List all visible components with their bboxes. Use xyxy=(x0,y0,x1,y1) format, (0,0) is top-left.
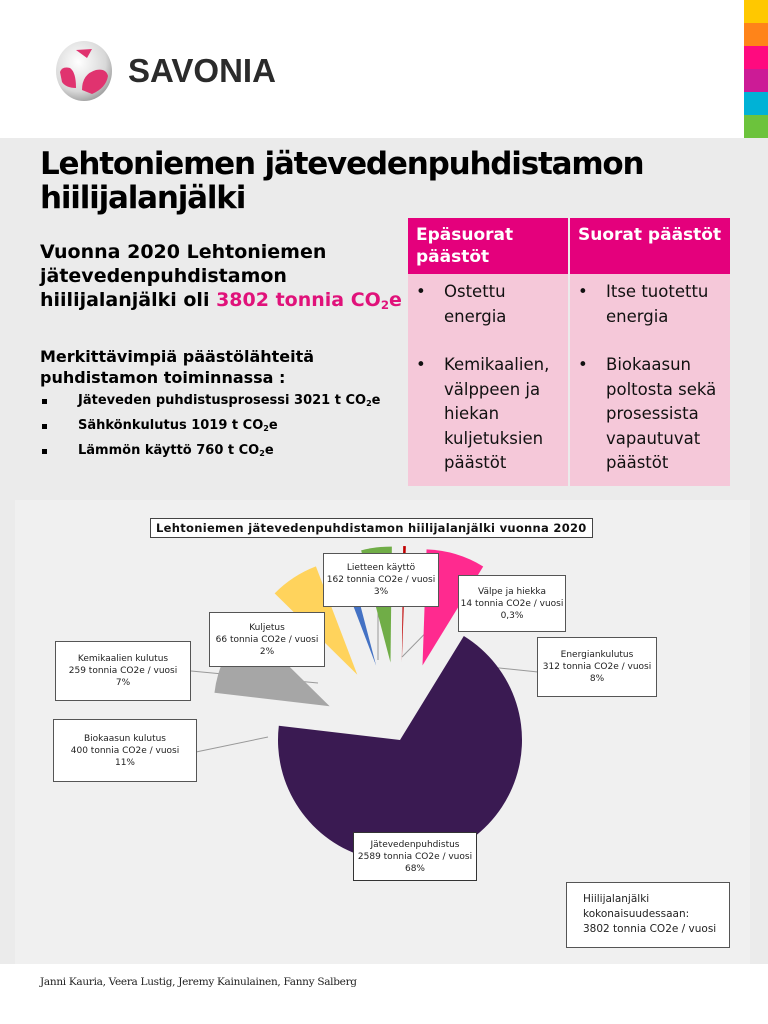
table-item: • Biokaasun poltosta sekä prosessista vapautuvat päästöt xyxy=(578,353,724,476)
label-name: Energiankulutus xyxy=(560,650,634,660)
label-percent: 11% xyxy=(114,757,135,768)
total-footprint-box xyxy=(566,882,730,948)
label-value: 400 tonnia CO2e / vuosi xyxy=(70,745,180,756)
page-title: Lehtoniemen jätevedenpuhdistamon hiilijalanjälki xyxy=(40,146,644,216)
label-lietteen-kaytto xyxy=(323,553,439,607)
label-value: 312 tonnia CO2e / vuosi xyxy=(542,662,652,672)
suffix: e xyxy=(371,393,381,408)
total-line-2: kokonaisuudessaan: xyxy=(583,908,690,920)
label-name: Kemikaalien kulutus xyxy=(77,654,169,664)
table-header: Suorat päästöt xyxy=(570,218,730,274)
label-percent: 2% xyxy=(259,646,275,657)
summary-intro: Vuonna 2020 Lehtoniemen jätevedenpuhdistamon hiilijalanjälki oli xyxy=(40,241,327,311)
label-jatevedenpuhdistus xyxy=(353,832,477,881)
summary-total-value: 3802 tonnia CO xyxy=(216,289,381,311)
suffix: e xyxy=(389,289,402,311)
authors-footer: Janni Kauria, Veera Lustig, Jeremy Kainulainen, Fanny Salberg xyxy=(40,976,357,988)
label-value: 259 tonnia CO2e / vuosi xyxy=(68,666,178,676)
label-energiankulutus xyxy=(537,637,657,697)
label-percent: 3% xyxy=(373,587,389,597)
subscript: 2 xyxy=(259,449,265,458)
label-name: Jätevedenpuhdistus xyxy=(370,839,460,850)
subscript: 2 xyxy=(380,297,389,312)
subscript: 2 xyxy=(263,424,269,433)
label-kuljetus xyxy=(209,612,325,667)
label-value: 14 tonnia CO2e / vuosi xyxy=(460,598,564,609)
label-percent: 7% xyxy=(115,678,131,688)
label-percent: 8% xyxy=(589,674,605,684)
label-percent: 0,3% xyxy=(500,610,524,621)
table-header: Epäsuorat päästöt xyxy=(408,218,568,274)
label-name: Kuljetus xyxy=(249,622,285,633)
table-item: • Ostettu energia xyxy=(416,280,562,329)
sources-heading: Merkittävimpiä päästölähteitä puhdistamon toiminnassa : xyxy=(40,347,315,387)
label-name: Välpe ja hiekka xyxy=(478,586,546,597)
subscript: 2 xyxy=(366,399,372,408)
total-line-1: Hiilijalanjälki xyxy=(583,893,650,905)
suffix: e xyxy=(264,443,274,458)
label-kemikaalien-kulutus xyxy=(55,641,191,701)
item-text: Lämmön käyttö 760 t CO xyxy=(78,443,260,458)
label-value: 66 tonnia CO2e / vuosi xyxy=(215,634,319,645)
item-text: Jäteveden puhdistusprosessi 3021 t CO xyxy=(78,393,367,408)
suffix: e xyxy=(268,418,278,433)
chart-title: Lehtoniemen jätevedenpuhdistamon hiilijalanjälki vuonna 2020 xyxy=(150,518,593,538)
label-value: 162 tonnia CO2e / vuosi xyxy=(326,575,436,585)
label-biokaasun-kulutus xyxy=(53,719,197,782)
pie-slice xyxy=(278,636,522,862)
total-line-3: 3802 tonnia CO2e / vuosi xyxy=(583,923,717,935)
table-item: • Itse tuotettu energia xyxy=(578,280,724,329)
label-name: Lietteen käyttö xyxy=(346,563,416,573)
label-name: Biokaasun kulutus xyxy=(84,733,166,744)
label-value: 2589 tonnia CO2e / vuosi xyxy=(357,851,473,862)
logo-text: SAVONIA xyxy=(128,52,276,89)
label-valpe-ja-hiekka xyxy=(458,575,566,632)
item-text: Sähkönkulutus 1019 t CO xyxy=(78,418,264,433)
label-percent: 68% xyxy=(404,863,425,874)
table-item: • Kemikaalien, välppeen ja hiekan kuljetuksien päästöt xyxy=(416,353,562,476)
